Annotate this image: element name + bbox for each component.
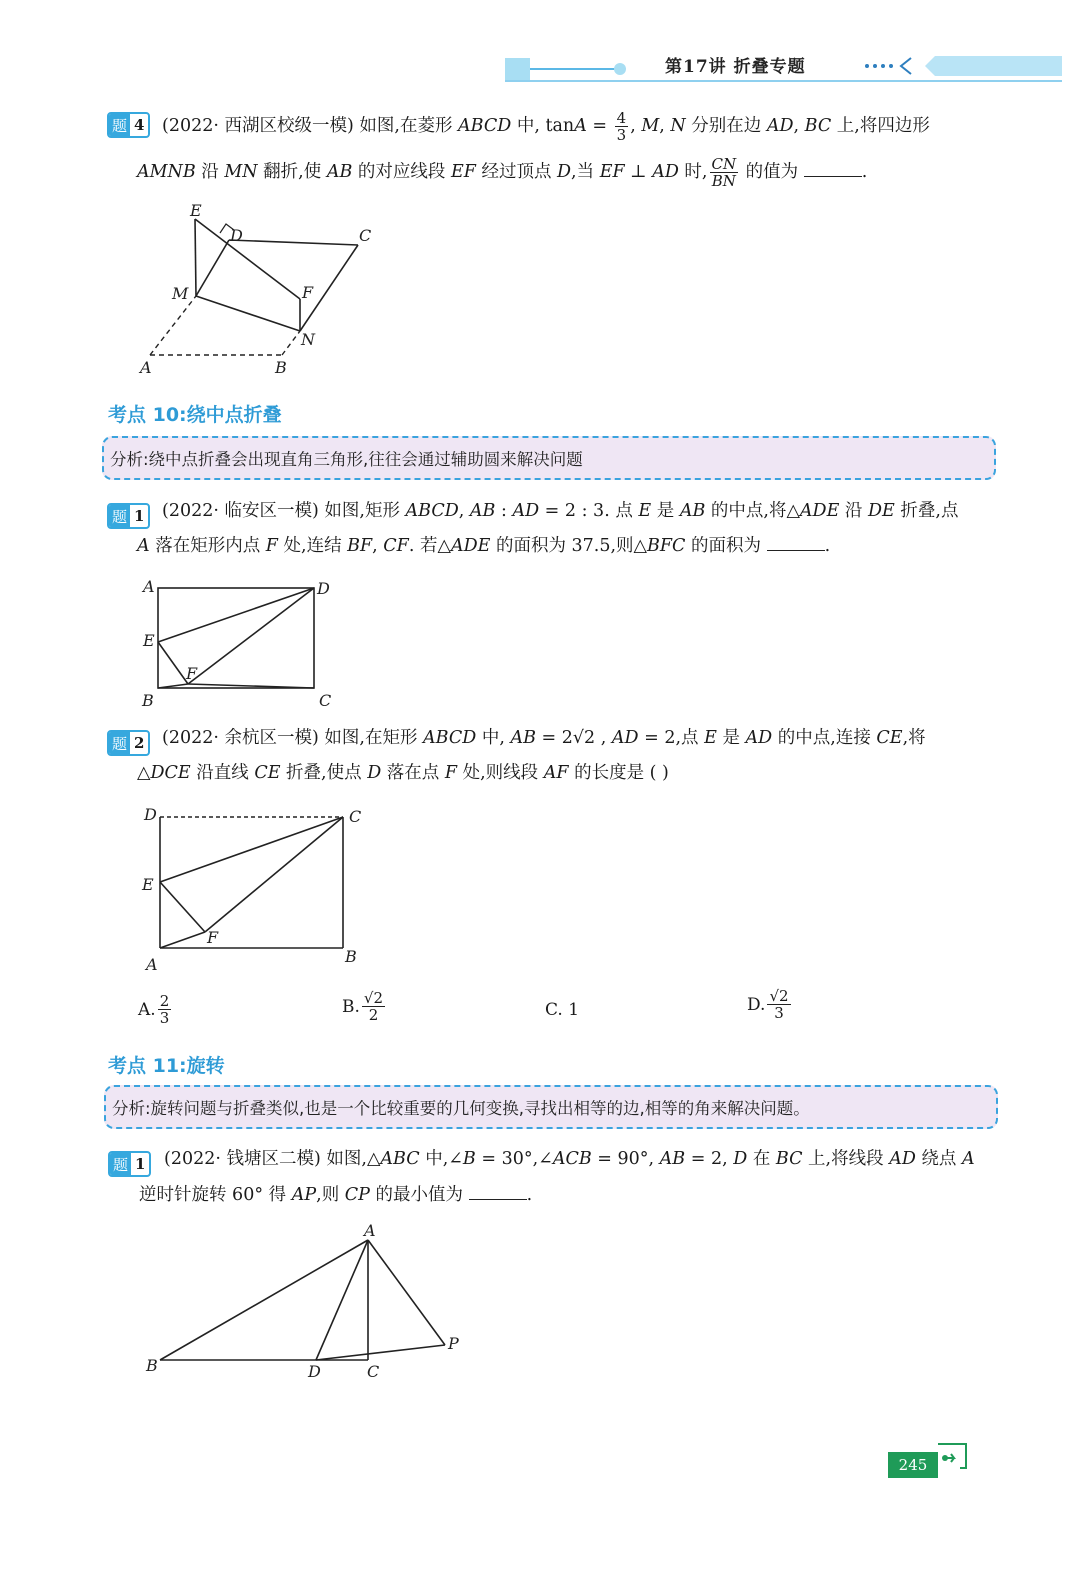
- edge-ef: [158, 642, 188, 684]
- edge-ec: [160, 817, 343, 882]
- option-c[interactable]: C. 1: [545, 1000, 580, 1020]
- edge-ed: [158, 588, 314, 642]
- problem-tag: 题 1: [108, 1151, 151, 1177]
- problem-2-line-1: (2022· 余杭区一模) 如图,在矩形 ABCD 中, AB = 2√2 , AD = 2,点 E 是 AD 的中点,连接 CE,将: [162, 728, 926, 748]
- label-C: C: [319, 691, 332, 710]
- problem-tag: 题 1: [107, 503, 150, 529]
- edge-ef: [195, 219, 300, 299]
- label-C: C: [349, 807, 362, 826]
- key-point-10-title: 考点 10:绕中点折叠: [108, 404, 282, 426]
- problem-1a-line-2: A 落在矩形内点 F 处,连结 BF, CF. 若△ADE 的面积为 37.5,则△BFC 的面积为 .: [137, 536, 831, 556]
- page-corner-icon: [936, 1440, 970, 1476]
- rhombus-fold-figure: [130, 195, 390, 385]
- problem-tag: 题 4: [107, 112, 150, 138]
- rotation-figure: [140, 1215, 480, 1390]
- option-a[interactable]: A. $\frac{2}{3}$: [138, 992, 170, 1027]
- label-E: E: [142, 875, 154, 894]
- problem-4-line-1: (2022· 西湖区校级一模) 如图,在菱形 ABCD 中, tanA = $\frac{4}{3}$ , M, N 分别在边 AD, BC 上,将四边形: [162, 109, 930, 144]
- problem-1b-line-2: 逆时针旋转 60° 得 AP,则 CP 的最小值为 .: [139, 1185, 533, 1205]
- label-E: E: [143, 631, 155, 650]
- label-M: M: [172, 284, 189, 303]
- edge-af: [160, 932, 205, 948]
- label-D: D: [230, 226, 243, 245]
- label-A: A: [140, 358, 152, 377]
- edge-bn-dashed: [282, 331, 300, 355]
- label-C: C: [359, 226, 372, 245]
- chapter-title: 第17讲 折叠专题: [665, 57, 806, 77]
- label-N: N: [301, 330, 315, 349]
- edge-fc: [205, 817, 343, 932]
- edge-em: [195, 219, 196, 296]
- problem-4-line-2: AMNB 沿 MN 翻折,使 AB 的对应线段 EF 经过顶点 D,当 EF ⊥ AD 时, $\frac{CN}{BN}$ 的值为 .: [137, 155, 868, 190]
- label-A: A: [146, 955, 158, 974]
- problem-tag: 题 2: [107, 730, 150, 756]
- edge-ad: [316, 1240, 368, 1360]
- label-B: B: [275, 358, 287, 377]
- edge-ap: [368, 1240, 445, 1345]
- fraction-cn-bn: $\frac{CN}{BN}$: [711, 155, 737, 190]
- rectangle-abcd: [158, 588, 314, 688]
- label-D: D: [308, 1362, 321, 1381]
- option-b[interactable]: B. $\frac{√2}{2}$: [342, 989, 384, 1024]
- answer-blank: [767, 534, 825, 551]
- label-P: P: [448, 1334, 459, 1353]
- label-D: D: [144, 805, 157, 824]
- edge-dp: [316, 1345, 445, 1360]
- edge-mn: [196, 296, 300, 331]
- label-B: B: [345, 947, 357, 966]
- fraction-tan: $\frac{4}{3}$: [616, 109, 627, 144]
- label-C: C: [367, 1362, 380, 1381]
- key-point-11-title: 考点 11:旋转: [108, 1055, 225, 1077]
- analysis-box-10: 分析:绕中点折叠会出现直角三角形,往往会通过辅助圆来解决问题: [102, 436, 996, 480]
- label-F: F: [207, 928, 219, 947]
- answer-blank: [469, 1183, 527, 1200]
- edge-md: [196, 240, 229, 296]
- analysis-box-11: 分析:旋转问题与折叠类似,也是一个比较重要的几何变换,寻找出相等的边,相等的角来解决问题。: [104, 1085, 998, 1129]
- rectangle-ce-fold-figure: [130, 800, 380, 975]
- problem-1b-line-1: (2022· 钱塘区二模) 如图,△ABC 中,∠B = 30°,∠ACB = 90°, AB = 2, D 在 BC 上,将线段 AD 绕点 A: [164, 1149, 975, 1169]
- answer-blank: [804, 160, 862, 177]
- label-B: B: [146, 1356, 158, 1375]
- edge-dc: [229, 240, 358, 245]
- label-E: E: [190, 201, 202, 220]
- problem-2-line-2: △DCE 沿直线 CE 折叠,使点 D 落在点 F 处,则线段 AF 的长度是 ( ): [137, 763, 669, 783]
- edge-ef: [160, 882, 205, 932]
- option-d[interactable]: D. $\frac{√2}{3}$: [747, 987, 789, 1022]
- edge-am-dashed: [150, 296, 196, 355]
- label-B: B: [142, 691, 154, 710]
- label-F: F: [186, 664, 198, 683]
- rectangle-fold-figure: [130, 572, 350, 712]
- edge-fd: [188, 588, 314, 684]
- label-D: D: [317, 579, 330, 598]
- label-A: A: [143, 577, 155, 596]
- page-number: 245: [888, 1452, 938, 1478]
- label-A: A: [364, 1221, 376, 1240]
- edge-ba: [160, 1240, 368, 1360]
- label-F: F: [302, 283, 314, 302]
- problem-1a-line-1: (2022· 临安区一模) 如图,矩形 ABCD, AB : AD = 2 : 3. 点 E 是 AB 的中点,将△ADE 沿 DE 折叠,点: [162, 501, 959, 521]
